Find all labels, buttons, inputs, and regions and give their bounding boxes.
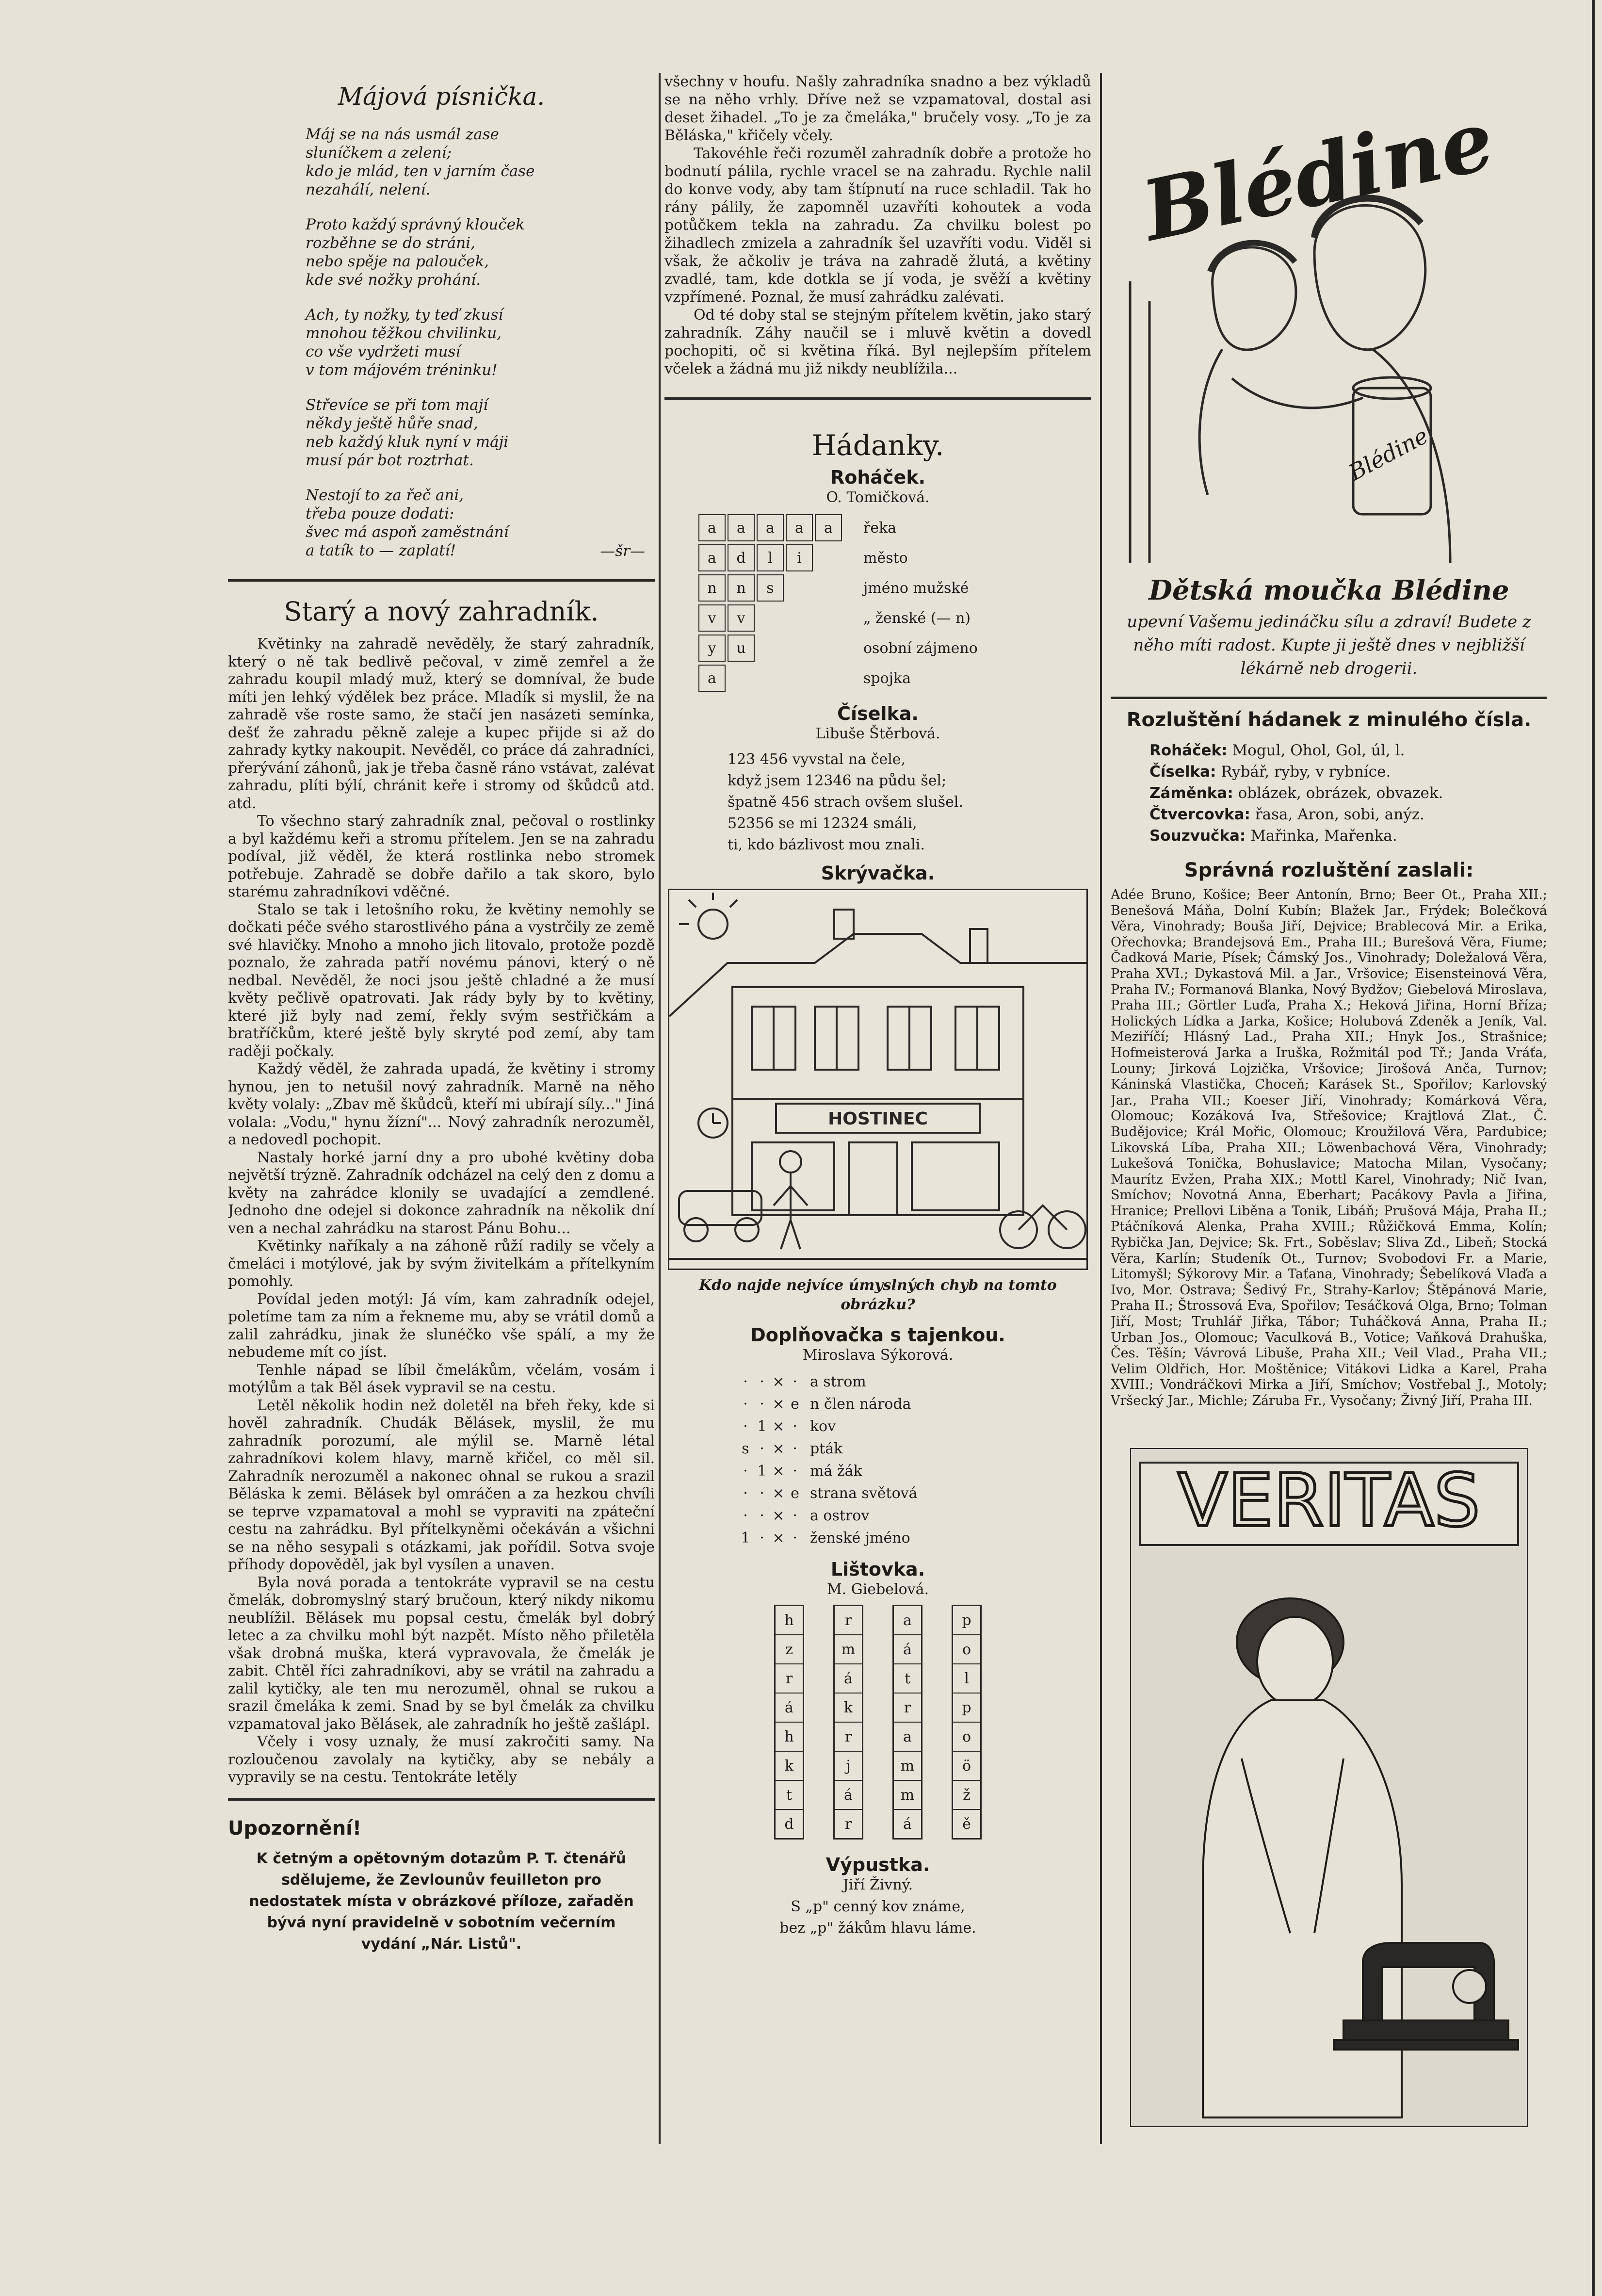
listovka-cell: á: [835, 1781, 862, 1810]
rohacek-cell: a: [728, 514, 755, 541]
listovka-author: M. Giebelová.: [826, 1581, 929, 1598]
column-middle: [664, 73, 1091, 1939]
doplnovacka-word: ženské jméno: [810, 1529, 910, 1547]
rohacek-label: řeka: [863, 519, 897, 537]
notice-title: Upozornění!: [228, 1817, 362, 1840]
skryvacka-illustration: [668, 889, 1088, 1270]
article-paragraph: Včely i vosy uznaly, že musí zakročiti samy. Na rozloučenou zavolaly na kytičky, aby se nebály a vypravily se na cestu. Tentokráte letěly: [228, 1733, 655, 1786]
rohacek-cell: y: [698, 635, 726, 662]
article-body: [228, 635, 655, 1787]
article-paragraph: Byla nová porada a tentokráte vypravil se na cestu čmelák, dobromyslný starý bručoun, který nikdy nikomu neublížil. Bělásek mu popsal cestu, čmelák byl dobrý letec a za chvilku mohl být nazpět. Místo něho přiletěla však drobná muška, která vypravovala, že čmelák je zabit. Chtěl říci zahradníkovi, aby se vrátil na zahradu a zalil kytičky, ale ten mu nerozuměl, ohnal se rukou a srazil čmeláka k zemi. Snad by se byl čmelák za chvilku vzpamatoval jako Bělásek, ale zahradník ho ještě zašlápl.: [228, 1574, 655, 1733]
ciselka-line: ti, kdo bázlivost mou znali.: [728, 836, 925, 853]
senders-list: Adée Bruno, Košice; Beer Antonín, Brno; Beer Ot., Praha XII.; Benešová Máňa, Dolní Kubín; Blažek Jar., Frýdek; Bolečková Věra, Vinohrady; Bouša Jiří, Dejvice; Brablecová Mir. a Erika, Ořechovka; Brandejsová Em., Praha III.; Burešová Věra, Fiume; Čadková Marie, Písek; Čámský Jos., Vinohrady; Doležalová Věra, Praha XVI.; Dykastová Mil. a Jar., Vršovice; Eisensteinová Věra, Praha IV.; Formanová Blanka, Nový Bydžov; Giebelová Miroslava, Praha III.; Görtler Luďa, Praha X.; Heková Jiřina, Horní Bříza; Holických Lídka a Jarka, Košice; Holubová Zdeněk a Jeník, Val. Meziříčí; Hlásný Lad., Praha XII.; Hnyk Jos., Strašnice; Hofmeisterová Jarka a Iruška, Rožmitál pod Tř.; Janda Vráťa, Louny; Jirková Lojzička, Vršovice; Jirošová Anča, Turnov; Káninská Vlastička, Choceň; Karásek St., Spořilov; Karlovský Jar., Praha VII.; Koeser Jiří, Vinohrady; Komárková Věra, Olomouc; Kozáková Iva, Střešovice; Krajtlová Zlat., Č. Budějovice; Král Mořic, Olomouc; Kroužilová Věra, Pardubice; Likovská Líba, Praha XII.; Löwenbachová Věra, Vinohrady; Lukešová Tonička, Bohuslavice; Matocha Milan, Vysočany; Maurítz Evžen, Praha XIX.; Mottl Karel, Vinohrady; Nič Ivan, Smíchov; Novotná Anna, Eberhart; Pacákovy Pavla a Jiřina, Hranice; Prellovi Liběna a Tonik, Libáň; Prušová Mája, Praha II.; Ptáčníková Alenka, Praha XVIII.; Růžičková Emma, Kolín; Rybička Jan, Dejvice; Sk. Frt., Soběslav; Sliva Zd., Libeň; Stocká Věra, Karlín; Studeník Ot., Turnov; Svobodovi Fr. a Marie, Litomyšl; Sýkorovy Mir. a Taťana, Vinohrady; Šebelíková Vlaďa a Ivo, Mor. Ostrava; Šedivý Fr., Strahy-Karlov; Štěpánová Marie, Praha II.; Štrossová Eva, Spořilov; Tesáčková Olga, Brno; Tolman Jiří, Most; Truhlář Jiřka, Tábor; Tuháčková Anna, Praha II.; Urban Jos., Olomouc; Vaculková B., Votice; Vaňková Drahuška, Čes. Těšín; Vávrová Libuše, Praha XII.; Veil Vlad., Praha VII.; Velim Oldřich, Hor. Moštěnice; Vitákovi Lidka a Karel, Praha XVIII.; Vondráčkovi Mirka a Jiří, Smíchov; Vostřebal J., Motoly; Vršecký Jar., Michle; Záruba Fr., Vysočany; Živný Jiří, Praha III.: [1111, 887, 1547, 1408]
bledine-logo: Blédine: [1134, 91, 1502, 261]
listovka-cell: m: [835, 1635, 862, 1664]
listovka-column: [952, 1605, 982, 1840]
listovka-grid: [664, 1605, 1091, 1840]
rohacek-label: osobní zájmeno: [863, 639, 978, 657]
rohacek-cell: n: [728, 574, 755, 602]
article-paragraph: všechny v houfu. Našly zahradníka snadno a bez výkladů se na něho vrhly. Dříve než se vzpamatoval, dostal asi deset žihadel. „To je za čmeláka," bručely vosy. „To je za Běláska," křičely včely.: [664, 73, 1091, 144]
doplnovacka-cell: ×: [772, 1484, 785, 1502]
listovka-column: [774, 1605, 804, 1840]
listovka-cell: t: [894, 1664, 921, 1694]
poem-stanza: Nestojí to za řeč ani, třeba pouze dodati: švec má aspoň zaměstnání a tatík to — zaplatí!: [306, 487, 509, 559]
rohacek-label: spojka: [863, 669, 911, 687]
rohacek-cell: i: [786, 544, 813, 571]
article-title: Starý a nový zahradník.: [284, 596, 599, 627]
listovka-cell: l: [953, 1664, 980, 1694]
rohacek-label: jméno mužské: [863, 579, 969, 597]
doplnovacka-cell: ·: [793, 1462, 797, 1480]
veritas-logo: VERITAS: [1178, 1458, 1480, 1543]
divider: [1111, 697, 1547, 699]
article-paragraph: Povídal jeden motýl: Já vím, kam zahradník odejel, poletíme tam za ním a řekneme mu, aby se vrátil domů a zalil zahrádku, jinak že slunéčko vše spálí, a my že nebudeme mít co jíst.: [228, 1290, 655, 1361]
rohacek-row: [698, 573, 1091, 603]
listovka-cell: o: [953, 1635, 980, 1664]
poem-stanza: Máj se na nás usmál zase sluníčkem a zelení; kdo je mlád, ten v jarním čase nezahálí, nelení.: [306, 126, 535, 198]
vypustka-text: [664, 1896, 1091, 1939]
rohacek-row: [698, 603, 1091, 633]
doplnovacka-cell: e: [791, 1395, 799, 1413]
article-paragraph: Od té doby stal se stejným přítelem květin, jako starý zahradník. Záhy naučil se i mluvě květin a dovedl pochopiti, oč si květina říká. Byl nejlepším přítelem včelek a žádná mu již nikdy neublížila...: [664, 307, 1091, 377]
column-left: [228, 73, 655, 1955]
listovka-cell: r: [835, 1723, 862, 1752]
doplnovacka-word: a strom: [810, 1373, 866, 1390]
article-paragraph: Květinky na zahradě nevěděly, že starý zahradník, který o ně tak bedlivě pečoval, v zimě zemřel a že zahradu koupil mladý muž, který se domníval, že bude míti jen lehký výdělek bez práce. Mladík si myslil, že na zahradě vše roste samo, že stačí jen nasázeti semínka, dešť že zahradu pěkně zaleje a kupec přijde si až do zahrady kytky nakoupit. Nevěděl, co práce dá zahradníci, přerývání záhonů, jak je třeba časně ráno vstávat, zalévat zahradu, plíti býlí, chránit keře i stromy od škůdců atd. atd.: [228, 635, 655, 812]
doplnovacka-cell: 1: [741, 1529, 750, 1547]
doplnovacka-row: [737, 1415, 1091, 1437]
doplnovacka-row: [737, 1504, 1091, 1527]
doplnovacka-cell: ·: [743, 1484, 748, 1502]
article-paragraph: Tenhle nápad se líbil čmelákům, včelám, vosám i motýlům a tak Běl ásek vypravil se na cestu.: [228, 1361, 655, 1396]
listovka-cell: ö: [953, 1752, 980, 1781]
rohacek-cells: [698, 514, 849, 541]
rohacek-cell: v: [728, 604, 755, 632]
ciselka-line: špatně 456 strach ovšem slušel.: [728, 794, 964, 811]
rohacek-cell: a: [786, 514, 813, 541]
doplnovacka-cell: s: [742, 1440, 749, 1457]
hostinec-sign: HOSTINEC: [828, 1109, 928, 1129]
rohacek-row: [698, 633, 1091, 663]
article-paragraph: Květinky naříkaly a na záhoně růží radily se včely a čmeláci i motýlové, jak by svým živitelkám a přítelkyním pomohly.: [228, 1238, 655, 1290]
listovka-column: [833, 1605, 863, 1840]
listovka-cell: t: [776, 1781, 803, 1810]
article-paragraph: Nastaly horké jarní dny a pro ubohé květiny doba největší trýzně. Zahradník odcházel na celý den z domu a květy na zahrádce klonily se uvadající a zemdlené. Jednoho dne odejel si dokonce zahradník na několik dní ven a nechal zahrádku na starost Pánu Bohu...: [228, 1149, 655, 1237]
listovka-cell: ě: [962, 1815, 971, 1833]
vypustka-author: Jiří Živný.: [842, 1876, 913, 1893]
listovka-column: [892, 1605, 922, 1840]
vypustka-line: bez „p" žákům hlavu láme.: [779, 1920, 976, 1937]
solution-label: Roháček:: [1149, 742, 1228, 759]
doplnovacka-word: má žák: [810, 1462, 862, 1480]
poem: [306, 125, 655, 560]
ciselka-line: 123 456 vyvstal na čele,: [728, 751, 906, 768]
solution-value: Mařinka, Mařenka.: [1250, 827, 1397, 845]
rohacek-row: [698, 663, 1091, 693]
listovka-cell: á: [894, 1635, 921, 1664]
bledine-subtitle: Dětská moučka Blédine: [1149, 574, 1509, 606]
doplnovacka-cell: ·: [743, 1462, 748, 1480]
column-rule: [1100, 73, 1102, 2144]
solution-label: Souzvučka:: [1149, 827, 1246, 845]
doplnovacka-word: a ostrov: [810, 1507, 870, 1524]
vypustka-title: Výpustka.: [825, 1854, 930, 1875]
rohacek-cell: u: [728, 635, 755, 662]
doplnovacka-word: n člen národa: [810, 1395, 911, 1413]
solution-label: Číselka:: [1149, 763, 1216, 781]
rohacek-cells: [698, 665, 849, 692]
listovka-title: Lištovka.: [830, 1559, 925, 1580]
listovka-cell: d: [784, 1815, 794, 1833]
bledine-can-label: Blédine: [1344, 422, 1433, 486]
rohacek-cell: a: [757, 514, 784, 541]
listovka-cell: á: [835, 1664, 862, 1694]
rohacek-label: město: [863, 549, 908, 567]
solutions-title: Rozluštění hádanek z minulého čísla.: [1126, 709, 1532, 731]
article-paragraph: Stalo se tak i letošního roku, že květiny nemohly se dočkati péče svého starostlivého pána a vystrčily ze země své hlavičky. Mnoho a mnoho jich litovalo, protože pozdě poznalo, že zahrada patří novému pánovi, který o ně nedbal. Nevěděl, že noci jsou ještě chladné a že musí květy pečlivě opatrovati. Jak rády byly by to květiny, které již byly nad zemí, řekly svým sestřičkám a bratříčkům, které ještě byly skryté pod zemí, aby tam raději počkaly.: [228, 901, 655, 1060]
vypustka-line: S „p" cenný kov známe,: [791, 1898, 965, 1915]
listovka-cell: a: [894, 1723, 921, 1752]
doplnovacka-row: [737, 1393, 1091, 1415]
doplnovacka-row: [737, 1482, 1091, 1504]
rohacek-cell: d: [728, 544, 755, 571]
rohacek-cell: a: [698, 514, 726, 541]
listovka-cell: h: [776, 1723, 803, 1752]
rohacek-row: [698, 543, 1091, 573]
rohacek-cells: [698, 635, 849, 662]
ciselka-author: Libuše Štěrbová.: [815, 725, 940, 742]
poem-stanza: Střevíce se při tom mají někdy ještě hůře snad, neb každý kluk nyní v máji musí pár bot roztrhat.: [306, 396, 509, 469]
bledine-illustration: [1111, 78, 1537, 568]
doplnovacka-cell: 1: [757, 1417, 767, 1435]
rohacek-cell: s: [757, 574, 784, 602]
page-edge-rule: [1592, 0, 1595, 2296]
listovka-cell: á: [903, 1815, 912, 1833]
solution-line: [1149, 825, 1547, 847]
solution-value: řasa, Aron, sobi, anýz.: [1255, 806, 1424, 823]
doplnovacka-cell: ·: [793, 1529, 797, 1547]
listovka-cell: á: [776, 1694, 803, 1723]
listovka-cell: r: [835, 1606, 862, 1635]
doplnovacka-row: [737, 1370, 1091, 1393]
riddles-title: Hádanky.: [811, 429, 944, 462]
solution-value: Mogul, Ohol, Gol, úl, l.: [1232, 742, 1405, 759]
doplnovacka-cell: ×: [772, 1395, 785, 1413]
listovka-cell: k: [776, 1752, 803, 1781]
doplnovacka-cell: ·: [743, 1507, 748, 1524]
doplnovacka-row: [737, 1460, 1091, 1482]
article-paragraph: To všechno starý zahradník znal, pečoval o rostlinky a byl každému keři a stromu přítelem. Jen se na zahradu podíval, již věděl, že která rostlinka nebo stromek potřebuje. Zahradě se dobře dařilo a tak skoro, bylo starému zahradníkovi vděčné.: [228, 813, 655, 900]
listovka-cell: r: [844, 1815, 852, 1833]
solution-value: oblázek, obrázek, obvazek.: [1238, 784, 1443, 802]
listovka-cell: m: [894, 1752, 921, 1781]
listovka-cell: p: [953, 1694, 980, 1723]
doplnovacka-cell: e: [791, 1484, 799, 1502]
listovka-cell: h: [776, 1606, 803, 1635]
solution-line: [1149, 782, 1547, 804]
doplnovacka-word: pták: [810, 1440, 843, 1457]
rohacek-cells: [698, 544, 849, 571]
rohacek-grid: [698, 513, 1091, 693]
doplnovacka-cell: ·: [743, 1395, 748, 1413]
solution-line: [1149, 804, 1547, 825]
doplnovacka-cell: ·: [760, 1484, 764, 1502]
article-paragraph: Takovéhle řeči rozuměl zahradník dobře a protože ho bodnutí pálila, rychle vracel se na zahradu. Rychle nalil do konve vody, aby tam štípnutí na ruce schladil. Tak ho rány pálily, že zapomněl uzavříti kohoutek a voda potůčkem tekla na zahradu. Za chvilku bolest po žihadlech zmizela a zahradník šel uzavříti vodu. Viděl si však, že ačkoliv je tráva na zahradě žlutá, a květiny zvadlé, tam, kde dotkla se jí voda, je svěží a květiny vzpřímené. Poznal, že musí zahrádku zalévati.: [664, 145, 1091, 306]
listovka-cell: ž: [953, 1781, 980, 1810]
doplnovacka-cell: ·: [793, 1373, 797, 1390]
doplnovacka-cell: ×: [772, 1462, 785, 1480]
listovka-cell: k: [835, 1694, 862, 1723]
listovka-cell: o: [953, 1723, 980, 1752]
doplnovacka-title: Doplňovačka s tajenkou.: [750, 1324, 1005, 1346]
listovka-cell: r: [776, 1664, 803, 1694]
ciselka-line: když jsem 12346 na půdu šel;: [728, 772, 947, 789]
divider: [228, 579, 655, 582]
listovka-cell: m: [894, 1781, 921, 1810]
poem-signature: —šr—: [600, 542, 645, 560]
skryvacka-caption: Kdo najde nejvíce úmyslných chyb na tomto obrázku?: [699, 1277, 1057, 1313]
veritas-illustration: [1130, 1448, 1528, 2127]
ciselka-text: [728, 749, 1091, 856]
doplnovacka-grid: [664, 1370, 1091, 1549]
notice-text: K četným a opětovným dotazům P. T. čtenářů sdělujeme, že Zevlounův feuilleton pro nedostatek místa v obrázkové příloze, zařaděn bývá nyní pravidelně v sobotním večerním vydání „Nár. Listů".: [249, 1850, 634, 1953]
veritas-advertisement: [1130, 1448, 1547, 2127]
doplnovacka-cell: ×: [772, 1507, 785, 1524]
doplnovacka-row: [737, 1527, 1091, 1549]
solution-label: Záměnka:: [1149, 784, 1233, 802]
doplnovacka-cell: ·: [760, 1373, 764, 1390]
doplnovacka-cell: ×: [772, 1417, 785, 1435]
doplnovacka-cell: ·: [760, 1395, 764, 1413]
solution-label: Čtvercovka:: [1149, 806, 1250, 823]
rohacek-cell: a: [698, 544, 726, 571]
rohacek-cells: [698, 574, 849, 602]
divider: [228, 1798, 655, 1801]
skryvacka-title: Skrývačka.: [821, 863, 935, 884]
doplnovacka-cell: ·: [760, 1507, 764, 1524]
column-rule: [659, 73, 661, 2144]
rohacek-cells: [698, 604, 849, 632]
doplnovacka-cell: ·: [793, 1440, 797, 1457]
rohacek-title: Roháček.: [830, 467, 926, 488]
poem-stanza: Proto každý správný klouček rozběhne se do stráni, nebo spěje na palouček, kde své nožky prohání.: [306, 216, 525, 289]
rohacek-row: [698, 513, 1091, 543]
doplnovacka-cell: ·: [743, 1373, 748, 1390]
rohacek-author: O. Tomičková.: [826, 489, 930, 506]
street-scene-illustration: [669, 890, 1086, 1269]
listovka-cell: a: [894, 1606, 921, 1635]
bledine-text: upevní Vašemu jedináčku sílu a zdraví! Budete z něho míti radost. Kupte ji ještě dnes v nejbližší lékárně neb drogerii.: [1127, 612, 1531, 678]
rohacek-cell: l: [757, 544, 784, 571]
doplnovacka-cell: ×: [772, 1529, 785, 1547]
listovka-cell: j: [835, 1752, 862, 1781]
solution-value: Rybář, ryby, v rybníce.: [1221, 763, 1391, 781]
doplnovacka-cell: ·: [743, 1417, 748, 1435]
solution-line: [1149, 761, 1547, 782]
ciselka-title: Číselka.: [837, 703, 919, 724]
doplnovacka-author: Miroslava Sýkorová.: [802, 1347, 954, 1364]
listovka-cell: r: [894, 1694, 921, 1723]
doplnovacka-cell: ·: [793, 1507, 797, 1524]
column-right: [1111, 73, 1547, 2127]
senders-title: Správná rozluštění zaslali:: [1184, 859, 1474, 881]
doplnovacka-cell: ×: [772, 1440, 785, 1457]
doplnovacka-cell: 1: [757, 1462, 767, 1480]
doplnovacka-cell: ·: [760, 1529, 764, 1547]
doplnovacka-word: strana světová: [810, 1484, 918, 1502]
poem-stanza: Ach, ty nožky, ty teď zkusí mnohou těžkou chvilinku, co vše vydržeti musí v tom májovém tréninku!: [306, 306, 503, 379]
article-continuation: [664, 73, 1091, 378]
divider: [664, 397, 1091, 400]
bledine-advertisement: [1111, 78, 1537, 568]
doplnovacka-cell: ·: [760, 1440, 764, 1457]
listovka-cell: p: [953, 1606, 980, 1635]
poem-title: Májová písnička.: [338, 82, 545, 111]
rohacek-cell: a: [698, 665, 726, 692]
doplnovacka-row: [737, 1437, 1091, 1460]
rohacek-cell: a: [815, 514, 842, 541]
listovka-cell: z: [776, 1635, 803, 1664]
article-paragraph: Letěl několik hodin než doletěl na břeh řeky, kde si hověl zahradník. Chudák Bělásek, myslil, že mu zahradník porozumí, ale mýlil se. Marně létal zahradníkovi kolem hlavy, marně křičel, co měl sil. Zahradník nerozuměl a nakonec ohnal se rukou a srazil Běláska k zemi. Bělásek byl omráčen a za hezkou chvíli se teprve vzpamatoval a mohl se vypraviti na zpáteční cestu na zahrádku. Byl přítelkyněmi očekáván a všichni se na něho sesypali s otázkami, jak pořídil. Sotva svoje příhody dopověděl, jak byl vysílen a unaven.: [228, 1397, 655, 1573]
rohacek-cell: v: [698, 604, 726, 632]
rohacek-label: „ ženské (— n): [863, 609, 971, 627]
doplnovacka-cell: ·: [793, 1417, 797, 1435]
ciselka-line: 52356 se mi 12324 smáli,: [728, 815, 917, 832]
article-paragraph: Každý věděl, že zahrada upadá, že květiny i stromy hynou, jen to netušil nový zahradník. Marně na něho květy volaly: „Zbav mě škůdců, kteří mi ubírají síly..." Jiná volala: „Vodu," hynu žízní"... Nový zahradník nerozuměl, a nedovedl pochopit.: [228, 1060, 655, 1148]
doplnovacka-word: kov: [810, 1417, 836, 1435]
rohacek-cell: n: [698, 574, 726, 602]
solution-line: [1149, 740, 1547, 761]
doplnovacka-cell: ×: [772, 1373, 785, 1390]
